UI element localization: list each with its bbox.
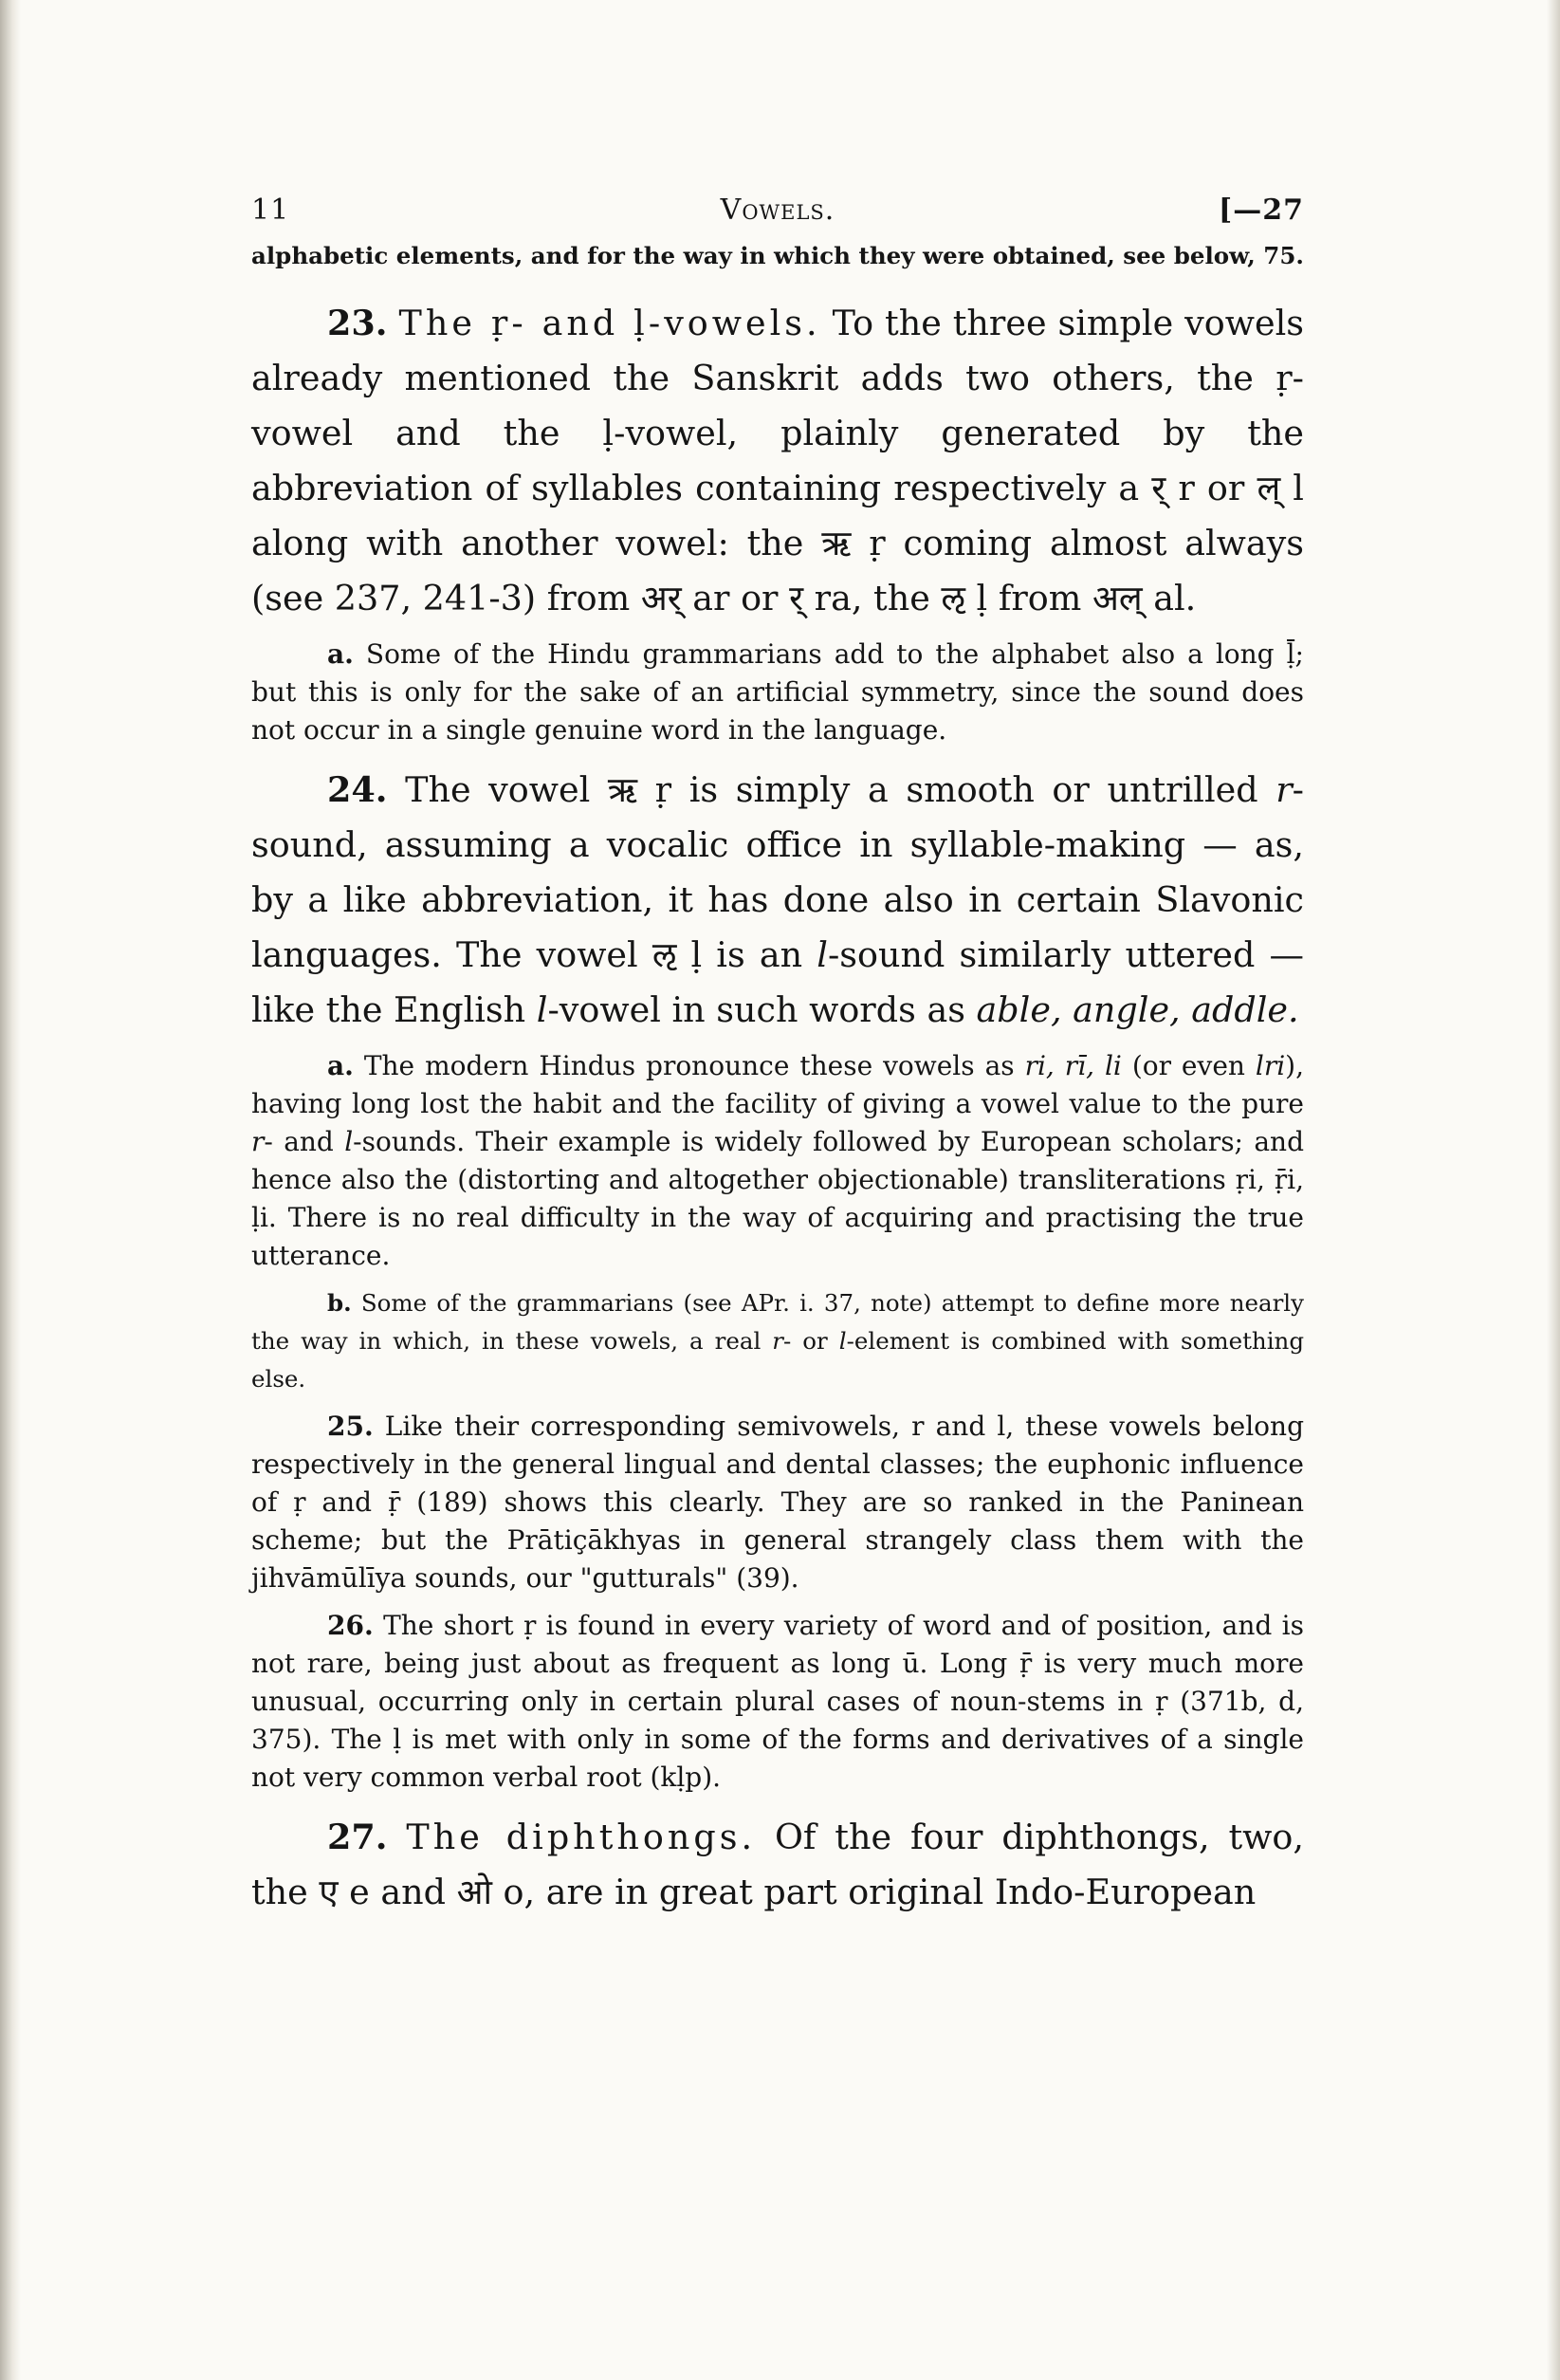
running-title: Vowels. [720,194,835,227]
paragraph-25 [251,1408,1304,1597]
paragraph-heading: The ṛ- and ḷ-vowels. [398,303,821,343]
paragraph-text: Of the four diphthongs, two, the ए e and ओ o, are in great part original Indo-European [251,1817,1304,1912]
note-24a: a. The modern Hindus pronounce these vowels as ri, rī, li (or even lri), having long lost the habit and the facility of giving a vowel value to the pure r- and l-sounds. Their example is widely followed by European scholars; and hence also the (distorting and altogether objectionable) transliterations ṛi, ṝi, ḷi. There is no real difficulty in the way of acquiring and practising the true utterance. [251,1050,1304,1271]
note-23a [251,636,1304,749]
paragraph-number: 26. [327,1610,374,1641]
paragraph-number: 25. [327,1411,374,1442]
section-reference: [—27 [1219,194,1304,227]
paragraph-text: The short ṛ is found in every variety of word and of position, and is not rare, being just about as frequent as long ū. Long ṝ is very much more unusual, occurring only in certain plural cases of noun-stems in ṛ (371b, d, 375). The ḷ is met with only in some of the forms and derivatives of a single not very common verbal root (kḷp). [251,1610,1304,1793]
note-text: Some of the Hindu grammarians add to the alphabet also a long ḹ; but this is only for the sake of an artificial symmetry, since the sound does not occur in a single genuine word in the language. [251,638,1304,746]
paragraph-heading: The diphthongs. [406,1817,757,1857]
paragraph-27 [251,1810,1304,1920]
paragraph-number: 24. [327,769,388,810]
paragraph-26 [251,1607,1304,1797]
paragraph-text: To the three simple vowels already mentioned the Sanskrit adds two others, the ṛ-vowel and the ḷ-vowel, plainly generated by the abbreviation of syllables containing respectively a र् r or ल् l along with another vowel: the ऋ ṛ coming almost always (see 237, 241-3) from अर् ar or र् ra, the ऌ ḷ from अल् al. [251,303,1304,618]
book-page [251,171,1304,2371]
paragraph-24: 24. The vowel ऋ ṛ is simply a smooth or untrilled r-sound, assuming a vocalic office in syllable-making — as, by a like abbreviation, it has done also in certain Slavonic languages. The vowel ऌ ḷ is an l-sound similarly uttered — like the English l-vowel in such words as able, angle, addle. [251,769,1304,1030]
continued-note: alphabetic elements, and for the way in which they were obtained, see below, 75. [251,242,1304,269]
page-edge-right-shadow [1547,0,1560,2380]
page-edge-left-shadow [0,0,21,2380]
paragraph-number: 27. [327,1817,388,1857]
note-label: a. [327,638,354,670]
note-label: b. [327,1289,352,1317]
paragraph-number: 23. [327,303,388,343]
note-label: a. [327,1050,354,1081]
page-number: 11 [251,194,290,227]
note-24b: b. Some of the grammarians (see APr. i. 37, note) attempt to define more nearly the way in which, in these vowels, a real r- or l-element is combined with something else. [251,1289,1305,1393]
paragraph-23 [251,296,1304,626]
running-header [251,171,1304,237]
paragraph-text: Like their corresponding semivowels, r and l, these vowels belong respectively in the general lingual and dental classes; the euphonic influence of ṛ and ṝ (189) shows this clearly. They are so ranked in the Paninean scheme; but the Prātiçākhyas in general strangely class them with the jihvāmūlīya sounds, our "gutturals" (39). [251,1411,1304,1594]
